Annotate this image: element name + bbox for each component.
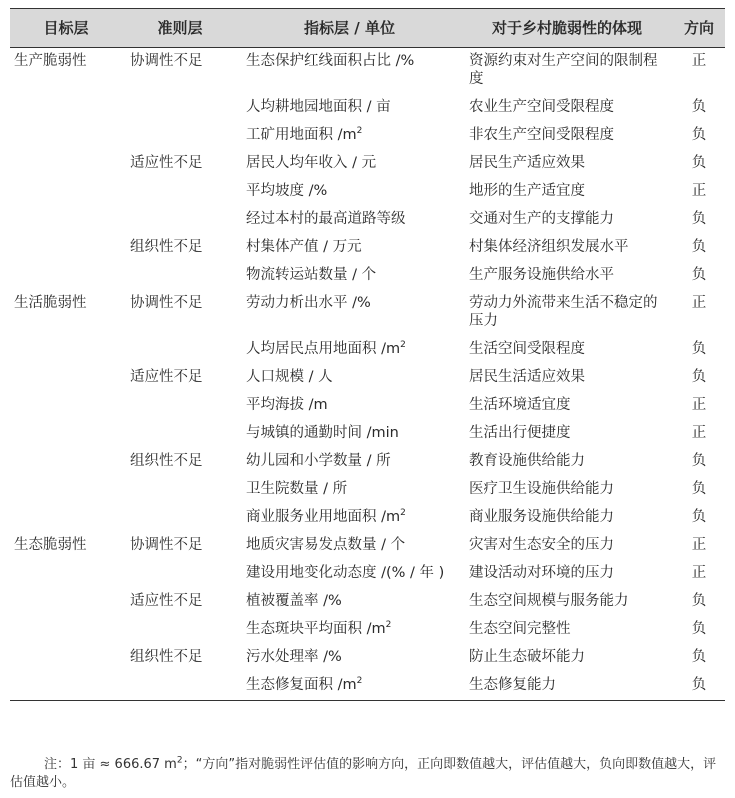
table-row [10, 336, 725, 364]
cell-criterion [122, 150, 238, 178]
cell-goal [10, 392, 122, 420]
cell-goal [10, 476, 122, 504]
cell-indicator [238, 364, 461, 392]
cell-representation [461, 616, 673, 644]
cell-direction [673, 476, 725, 504]
cell-direction [673, 290, 725, 336]
cell-indicator-text: 工矿用地面积 /m [246, 127, 357, 143]
cell-criterion [122, 672, 238, 701]
cell-representation [461, 364, 673, 392]
cell-direction [673, 206, 725, 234]
cell-indicator [238, 122, 461, 150]
cell-goal [10, 94, 122, 122]
cell-criterion [122, 392, 238, 420]
table-row [10, 94, 725, 122]
cell-direction [673, 122, 725, 150]
cell-direction [673, 178, 725, 206]
cell-direction [673, 616, 725, 644]
table-row [10, 532, 725, 560]
cell-goal [10, 290, 122, 336]
cell-direction-text: 正 [691, 537, 707, 553]
cell-direction [673, 234, 725, 262]
cell-direction-text: 正 [691, 565, 707, 581]
cell-direction-text: 负 [691, 127, 707, 143]
cell-criterion [122, 476, 238, 504]
cell-representation-text: 生产服务设施供给水平 [469, 267, 614, 283]
cell-representation-text: 防止生态破坏能力 [469, 649, 585, 665]
cell-goal-text: 生态脆弱性 [14, 537, 87, 553]
cell-direction-text: 正 [691, 183, 707, 199]
cell-goal [10, 672, 122, 701]
cell-goal [10, 532, 122, 560]
cell-direction [673, 504, 725, 532]
cell-direction-text: 负 [691, 369, 707, 385]
header-goal: 目标层 [10, 9, 122, 48]
cell-representation [461, 560, 673, 588]
cell-criterion-text: 适应性不足 [130, 369, 203, 385]
cell-representation [461, 206, 673, 234]
table-row [10, 504, 725, 532]
table-row [10, 262, 725, 290]
cell-indicator-text: 地质灾害易发点数量 / 个 [246, 537, 406, 553]
cell-criterion-text: 适应性不足 [130, 593, 203, 609]
cell-indicator-text: 商业服务业用地面积 /m [246, 509, 401, 525]
cell-representation [461, 234, 673, 262]
cell-criterion [122, 122, 238, 150]
cell-goal [10, 150, 122, 178]
cell-representation [461, 122, 673, 150]
cell-representation [461, 290, 673, 336]
cell-direction [673, 48, 725, 95]
cell-indicator-text: 幼儿园和小学数量 / 所 [246, 453, 391, 469]
cell-representation-text: 居民生产适应效果 [469, 155, 585, 171]
cell-representation [461, 420, 673, 448]
cell-indicator-text: 卫生院数量 / 所 [246, 481, 348, 497]
cell-criterion [122, 206, 238, 234]
unit-superscript: 2 [356, 676, 363, 687]
cell-indicator-text: 建设用地变化动态度 /(% / 年 ) [246, 565, 445, 581]
cell-criterion [122, 290, 238, 336]
table-row [10, 420, 725, 448]
cell-indicator [238, 392, 461, 420]
cell-direction [673, 560, 725, 588]
table-row [10, 588, 725, 616]
header-criterion: 准则层 [122, 9, 238, 48]
cell-criterion [122, 94, 238, 122]
cell-indicator [238, 234, 461, 262]
cell-direction [673, 532, 725, 560]
cell-direction [673, 448, 725, 476]
cell-goal-text: 生活脆弱性 [14, 295, 87, 311]
cell-criterion-text: 组织性不足 [130, 239, 203, 255]
cell-goal [10, 588, 122, 616]
cell-direction-text: 负 [691, 481, 707, 497]
table-row [10, 448, 725, 476]
cell-indicator-text: 人均居民点用地面积 /m [246, 341, 401, 357]
cell-indicator-text: 植被覆盖率 /% [246, 593, 342, 609]
cell-goal [10, 616, 122, 644]
cell-representation-text: 非农生产空间受限程度 [469, 127, 614, 143]
cell-goal [10, 560, 122, 588]
cell-indicator [238, 560, 461, 588]
cell-goal [10, 364, 122, 392]
cell-goal [10, 178, 122, 206]
table-row [10, 178, 725, 206]
cell-direction-text: 负 [691, 99, 707, 115]
cell-indicator-text: 人均耕地园地面积 / 亩 [246, 99, 391, 115]
cell-indicator-text: 平均坡度 /% [246, 183, 328, 199]
table-row [10, 364, 725, 392]
cell-direction-text: 正 [691, 295, 707, 311]
cell-direction [673, 420, 725, 448]
cell-criterion [122, 504, 238, 532]
cell-representation [461, 262, 673, 290]
indicator-table [10, 8, 725, 701]
cell-goal [10, 420, 122, 448]
cell-criterion [122, 336, 238, 364]
cell-criterion [122, 234, 238, 262]
cell-criterion-text: 组织性不足 [130, 453, 203, 469]
cell-indicator [238, 262, 461, 290]
cell-direction [673, 364, 725, 392]
cell-representation [461, 48, 673, 95]
cell-direction-text: 负 [691, 239, 707, 255]
cell-indicator-text: 生态修复面积 /m [246, 677, 357, 693]
cell-goal [10, 336, 122, 364]
cell-direction-text: 负 [691, 453, 707, 469]
cell-representation-text: 医疗卫生设施供给能力 [469, 481, 614, 497]
cell-indicator-text: 劳动力析出水平 /% [246, 295, 371, 311]
unit-superscript: 2 [385, 620, 392, 631]
cell-criterion [122, 448, 238, 476]
cell-representation-text: 生态空间完整性 [469, 621, 571, 637]
cell-direction [673, 94, 725, 122]
note-prefix: 注：1 亩 ≈ 666.67 m [44, 757, 177, 772]
cell-indicator [238, 476, 461, 504]
cell-representation-text: 生活环境适宜度 [469, 397, 571, 413]
cell-representation [461, 504, 673, 532]
cell-direction [673, 672, 725, 701]
cell-indicator [238, 448, 461, 476]
cell-criterion [122, 364, 238, 392]
header-direction: 方向 [673, 9, 725, 48]
cell-indicator [238, 94, 461, 122]
cell-indicator-text: 物流转运站数量 / 个 [246, 267, 377, 283]
cell-criterion [122, 560, 238, 588]
cell-representation [461, 588, 673, 616]
cell-representation-text: 劳动力外流带来生活不稳定的压力 [469, 295, 658, 329]
cell-direction [673, 262, 725, 290]
cell-indicator [238, 336, 461, 364]
cell-criterion-text: 协调性不足 [130, 53, 203, 69]
cell-indicator [238, 48, 461, 95]
table-row [10, 290, 725, 336]
cell-criterion-text: 协调性不足 [130, 295, 203, 311]
cell-indicator-text: 人口规模 / 人 [246, 369, 333, 385]
cell-representation [461, 94, 673, 122]
cell-criterion [122, 178, 238, 206]
table-row [10, 392, 725, 420]
cell-criterion-text: 组织性不足 [130, 649, 203, 665]
cell-representation-text: 生活出行便捷度 [469, 425, 571, 441]
cell-direction [673, 392, 725, 420]
cell-indicator [238, 672, 461, 701]
cell-representation-text: 居民生活适应效果 [469, 369, 585, 385]
cell-goal [10, 504, 122, 532]
note-sup: 2 [176, 755, 183, 766]
table-note [10, 756, 725, 792]
cell-direction [673, 150, 725, 178]
table-row [10, 48, 725, 95]
cell-indicator-text: 居民人均年收入 / 元 [246, 155, 377, 171]
cell-direction-text: 负 [691, 677, 707, 693]
cell-direction-text: 负 [691, 211, 707, 227]
cell-representation [461, 532, 673, 560]
cell-goal [10, 48, 122, 95]
cell-representation-text: 灾害对生态安全的压力 [469, 537, 614, 553]
cell-indicator [238, 206, 461, 234]
cell-indicator-text: 村集体产值 / 万元 [246, 239, 362, 255]
cell-indicator [238, 616, 461, 644]
cell-representation [461, 644, 673, 672]
cell-goal [10, 448, 122, 476]
cell-goal [10, 206, 122, 234]
cell-direction-text: 负 [691, 509, 707, 525]
table-row [10, 644, 725, 672]
cell-criterion [122, 616, 238, 644]
cell-criterion [122, 588, 238, 616]
cell-indicator [238, 588, 461, 616]
cell-direction [673, 644, 725, 672]
cell-criterion [122, 420, 238, 448]
cell-criterion [122, 48, 238, 95]
cell-direction-text: 负 [691, 341, 707, 357]
table-row [10, 234, 725, 262]
table-row [10, 616, 725, 644]
cell-indicator [238, 420, 461, 448]
cell-indicator-text: 污水处理率 /% [246, 649, 342, 665]
cell-direction-text: 正 [691, 397, 707, 413]
cell-representation-text: 生态空间规模与服务能力 [469, 593, 629, 609]
cell-representation [461, 476, 673, 504]
header-indicator: 指标层 / 单位 [238, 9, 461, 48]
cell-goal [10, 262, 122, 290]
cell-representation [461, 392, 673, 420]
table-header [10, 9, 725, 48]
cell-direction [673, 336, 725, 364]
cell-representation-text: 农业生产空间受限程度 [469, 99, 614, 115]
cell-indicator-text: 生态斑块平均面积 /m [246, 621, 386, 637]
cell-representation [461, 150, 673, 178]
cell-direction-text: 负 [691, 593, 707, 609]
cell-goal [10, 234, 122, 262]
unit-superscript: 2 [400, 340, 406, 351]
cell-direction-text: 正 [691, 425, 707, 441]
cell-representation [461, 448, 673, 476]
unit-superscript: 2 [356, 126, 363, 137]
table-row [10, 560, 725, 588]
cell-representation [461, 672, 673, 701]
cell-direction-text: 负 [691, 649, 707, 665]
cell-indicator-text: 经过本村的最高道路等级 [246, 211, 406, 227]
cell-representation [461, 336, 673, 364]
cell-indicator [238, 504, 461, 532]
cell-representation-text: 生态修复能力 [469, 677, 556, 693]
cell-indicator [238, 644, 461, 672]
table-row [10, 672, 725, 701]
table-row [10, 122, 725, 150]
cell-goal [10, 122, 122, 150]
cell-representation-text: 商业服务设施供给能力 [469, 509, 614, 525]
cell-direction-text: 负 [691, 267, 707, 283]
cell-representation [461, 178, 673, 206]
cell-representation-text: 建设活动对环境的压力 [469, 565, 614, 581]
table-row [10, 150, 725, 178]
cell-representation-text: 交通对生产的支撑能力 [469, 211, 614, 227]
cell-direction-text: 负 [691, 621, 707, 637]
cell-direction-text: 负 [691, 155, 707, 171]
table-body [10, 48, 725, 701]
cell-goal-text: 生产脆弱性 [14, 53, 87, 69]
table-row [10, 206, 725, 234]
cell-representation-text: 村集体经济组织发展水平 [469, 239, 629, 255]
cell-representation-text: 地形的生产适宜度 [469, 183, 585, 199]
cell-goal [10, 644, 122, 672]
cell-criterion [122, 644, 238, 672]
cell-indicator [238, 150, 461, 178]
cell-criterion [122, 262, 238, 290]
cell-indicator-text: 与城镇的通勤时间 /min [246, 425, 399, 441]
cell-representation-text: 资源约束对生产空间的限制程度 [469, 53, 658, 87]
cell-representation-text: 生活空间受限程度 [469, 341, 585, 357]
cell-direction [673, 588, 725, 616]
table-row [10, 476, 725, 504]
cell-indicator [238, 532, 461, 560]
cell-representation-text: 教育设施供给能力 [469, 453, 585, 469]
header-representation: 对于乡村脆弱性的体现 [461, 9, 673, 48]
cell-indicator [238, 178, 461, 206]
cell-criterion [122, 532, 238, 560]
cell-indicator-text: 生态保护红线面积占比 /% [246, 53, 415, 69]
note-suffix: ；“方向”指对脆弱性评估值的影响方向，正向即数值越大，评估值越大，负向即数值越大，评估值越小。 [10, 757, 717, 790]
cell-criterion-text: 适应性不足 [130, 155, 203, 171]
cell-indicator-text: 平均海拔 /m [246, 397, 328, 413]
cell-direction-text: 正 [691, 53, 707, 69]
cell-criterion-text: 协调性不足 [130, 537, 203, 553]
cell-indicator [238, 290, 461, 336]
unit-superscript: 2 [400, 508, 406, 519]
